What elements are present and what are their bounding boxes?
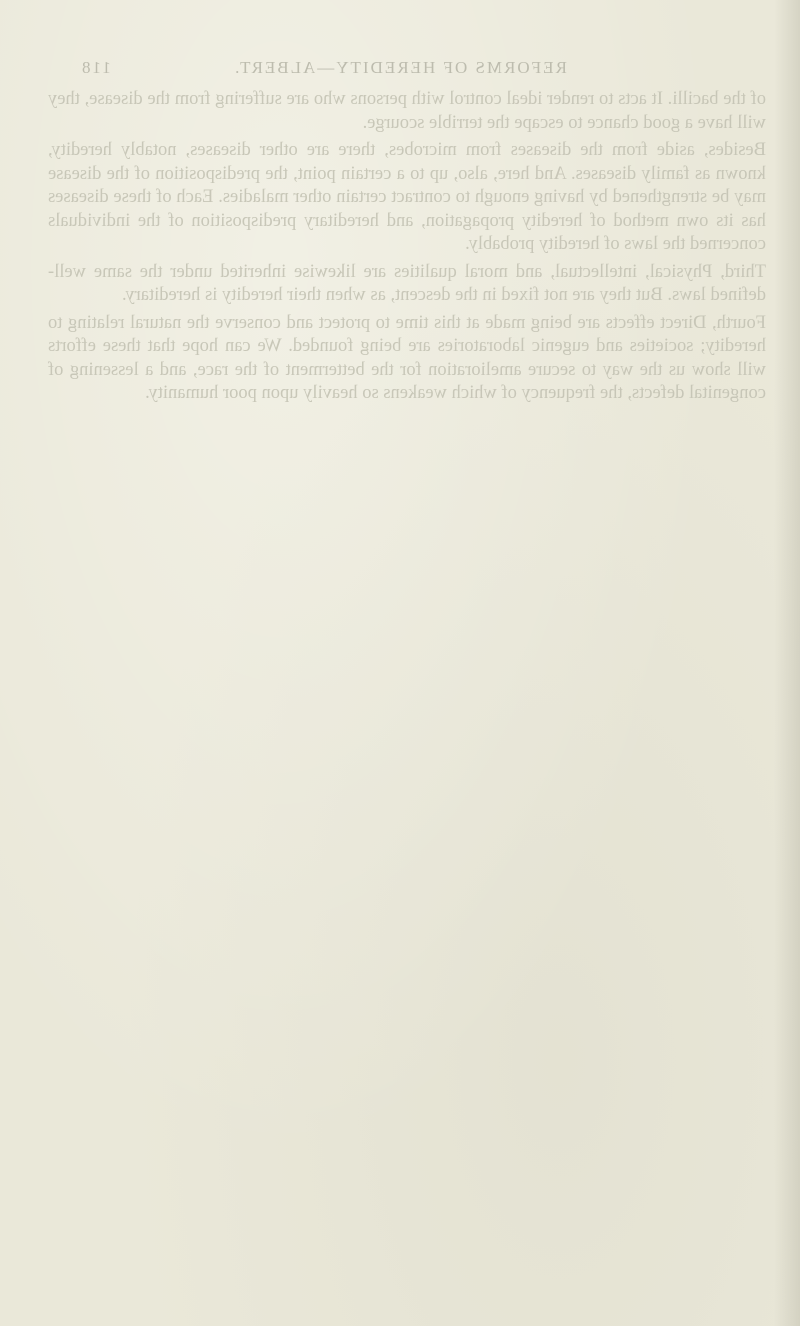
paragraph: of the bacilli. It acts to render ideal control with persons who are suffering from the disease, they will have a good chance to escape the terrible scourge. [48,89,766,133]
paragraph: Fourth, Direct effects are being made at this time to protect and conserve the natural relating to heredity; societies and eugenic laboratories are being founded. We can hope that these efforts will show us the way to secure amelioration for the betterment of the race, and a lessening of congenital defects, the frequency of which weakens so heavily upon poor humanity. [48,312,766,403]
paragraph: Third, Physical, intellectual, and moral qualities are likewise inherited under the same well-defined laws. But they are not fixed in the descent, as when their heredity is hereditary. [48,261,766,305]
page-header [80,58,720,84]
paragraph: Besides, aside from the diseases from microbes, there are other diseases, notably heredity, known as family diseases. And here, also, up to a certain point, the predisposition of the disease may be strengthened by having enough to contract certain other maladies. Each of these diseases has its own method of heredity propagation, and hereditary predisposition of the individuals concerned the laws of heredity probably. [48,140,766,254]
page-number: 118 [80,58,111,77]
running-title: REFORMS OF HEREDITY—ALBERT. [233,58,567,77]
page-edge-shadow [774,0,800,1326]
bleed-through-text [48,88,766,406]
